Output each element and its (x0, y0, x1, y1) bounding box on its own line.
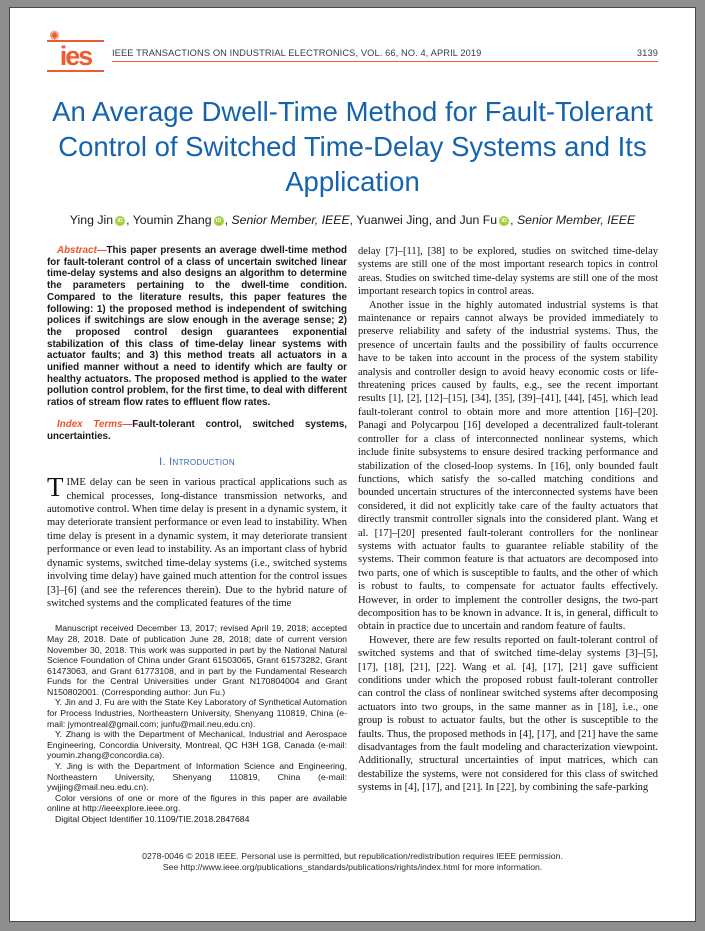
footnote-affiliation-jin-fu: Y. Jin and J. Fu are with the State Key Laboratory of Synthetical Automation for Process Industries, Northeastern University, Shenyang 110819, China (e-mail: jymontreal@gmail.com; junfu@mail.neu.edu.cn). (47, 697, 347, 729)
index-terms-text: Fault-tolerant control, switched systems, uncertainties. (47, 418, 347, 442)
abstract-text: This paper presents an average dwell-time method for fault-tolerant control of a class of uncertain switched linear time-delay systems and also designs an algorithm to determine the parameters pertaining to the dwell-time condition. Compared to the literature results, this paper features the following: 1) the proposed method is independent of switching polices if switchings are slow enough in the average sense; 2) the proposed control design guarantees exponential stabilization of this class of time-delay linear systems with actuator faults; and 3) this method treats all actuators in a unified manner without a need to identify which are faulty or healthy actuators. The proposed method is applied to the water pollution control problem, for the first time, to deal with different ratios of stream flow rates to effluent flow rates. (47, 245, 347, 409)
ies-logo (47, 28, 104, 72)
author-separator: , (510, 213, 517, 227)
body-paragraph-1: delay [7]–[11], [38] to be explored, studies on switched time-delay systems are still one of the most important research topics in control areas. Studies on switched time-delay systems are still one of the most important research topics in control areas. (358, 246, 658, 298)
footnote-manuscript: Manuscript received December 13, 2017; revised April 19, 2018; accepted May 28, 2018. Date of publication June 28, 2018; date of current version November 30, 2018. This work was supported in part by the National Natural Science Foundation of China under Grant 61503065, Grant 61573282, Grant 61473063, and Grant 61773108, and in part by the Fundamental Research Funds for the Central Universities under Grant N170804004 and Grant N150802001. (Corresponding author: Jun Fu.) (47, 623, 347, 697)
author-line (30, 213, 675, 227)
body-paragraph-3: However, there are few results reported on fault-tolerant control of switched systems and that of switched time-delay systems [3]–[5], [17], [18], [21], [22]. Wang et al. [4], [17], [21] gave sufficient conditions under which the proposed robust fault-tolerant controller can control the class of nonlinear switched systems after decomposing actuators into two groups, in the same manner as in [18], i.e., one group is robust to actuator faults, but the other is susceptible to the faults. Thus, the proposed methods in [4], [17], and [21] have the same disadvantages from the fault modeling and characterization viewpoint. Additionally, structural uncertainties of input matrices, which can destabilize the systems, were not considered for this class of switched systems in [4], [17], and [21]. In [22], by combining the safe-parking (358, 634, 658, 794)
author-yuanwei-jing: Yuanwei Jing (356, 213, 429, 227)
abstract-label: Abstract— (57, 245, 107, 256)
author-youmin-zhang: Youmin Zhang (132, 213, 212, 227)
author-ying-jin: Ying Jin (69, 213, 114, 227)
footer-line-2: See http://www.ieee.org/publications_standards/publications/rights/index.html for more information. (162, 862, 543, 873)
sunburst-icon: ✺ (49, 28, 60, 43)
author-separator: , (349, 213, 357, 227)
author-separator: , (126, 213, 133, 227)
right-column (358, 245, 658, 887)
section-heading-introduction: I. Introduction (159, 456, 235, 469)
abstract-paragraph (47, 245, 347, 409)
footnote-block (47, 623, 347, 824)
orcid-icon[interactable] (214, 216, 224, 226)
footnote-affiliation-jing: Y. Jing is with the Department of Information Science and Engineering, Northeastern University, Shenyang 110819, China (e-mail: ywjjing@mail.neu.edu.cn). (47, 761, 347, 793)
journal-header: IEEE TRANSACTIONS ON INDUSTRIAL ELECTRONICS, VOL. 66, NO. 4, APRIL 2019 (112, 48, 482, 58)
header-main (112, 38, 658, 62)
dropcap: T (47, 472, 64, 503)
footnote-doi: Digital Object Identifier 10.1109/TIE.2018.2847684 (55, 814, 250, 824)
author-jun-fu: Jun Fu (459, 213, 498, 227)
index-terms-paragraph (47, 419, 347, 442)
page-header (47, 28, 658, 72)
copyright-footer (10, 851, 695, 873)
author-role: Senior Member, IEEE (516, 213, 636, 227)
footnote-color-versions: Color versions of one or more of the figures in this paper are available online at http://ieeexplore.ieee.org. (47, 792, 347, 814)
header-rule (112, 61, 658, 62)
footer-line-1: 0278-0046 © 2018 IEEE. Personal use is permitted, but republication/redistribution requires IEEE permission. (142, 851, 563, 862)
author-role: Senior Member, IEEE (231, 213, 350, 227)
index-terms-label: Index Terms— (57, 418, 133, 430)
page-number: 3139 (636, 48, 658, 58)
intro-paragraph (47, 472, 347, 610)
left-column (47, 245, 347, 887)
intro-text: IME delay can be seen in various practical applications such as chemical processes, long-distance transmission networks, and automotive control. When time delay is present in a dynamic system, it may deteriorate transient performance or even lead to instability. When time delay is present in a dynamic system, it may deteriorate transient performance or even lead to instability. As an important class of hybrid dynamic systems, switched time-delay systems (i.e., switched systems involving time delay) have gained much attention for the control issues [3]–[6] (and see the references therein). Due to the hybrid nature of switched systems and the complicated features of the time (47, 477, 347, 609)
body-paragraph-2: Another issue in the highly automated industrial systems is that maintenance or repairs cannot always be provided immediately to preserve reliability and safety of the industrial systems. Thus, the presence of uncertain faults and the possibility of faults occurrence have to be taken into account in the process of the system stability analysis and controller design to avoid heavy economic costs or life-threatening prices caused by faults, e.g., see the recent important results [1], [2], [12]–[15], [34], [35], [39]–[41], [44], [45], which lead fault-tolerant control to obtain more and more attention [16]–[20]. Panagi and Polycarpou [16] developed a decentralized fault-tolerant controller for a class of interconnected nonlinear systems, which include finite subsystems to ensure desired tracking performance and stabilization of the closed-loop systems. In [16], only bounded fault functions, which satisfy the so-called matching conditions and bounded uncertain structures of the interconnected systems have been considered, it did not explicitly take care of the faulty actuators that directly transmit controller signals into the considered plant. Wang et al. [17]–[20] presented fault-tolerant controllers for the nonlinear systems with actuator faults to guarantee reliable stability of the systems. Their common feature is that actuators are decomposed into two parts, one of which is susceptible to faults, and the other of which is robust to faults, to compensate for actuator faults effectively. However, in order to implement the controller designs, the two-part decomposition has to be known in advance. It is, in general, difficult to obtain in practice due to uncertain and random feature of faults. (358, 299, 658, 633)
paper-page (9, 7, 696, 922)
orcid-icon[interactable] (499, 216, 509, 226)
author-separator: , and (428, 213, 460, 227)
orcid-icon[interactable] (115, 216, 125, 226)
two-column-body (47, 245, 658, 887)
author-separator: , (224, 213, 232, 227)
ies-logo-text: ies (59, 41, 92, 71)
paper-title: An Average Dwell-Time Method for Fault-Tolerant Control of Switched Time-Delay Systems and Its Application (52, 96, 653, 197)
footnote-affiliation-zhang: Y. Zhang is with the Department of Mechanical, Industrial and Aerospace Engineering, Concordia University, Montreal, QC H3H 1G8, Canada (e-mail: youmin.zhang@concordia.ca). (47, 729, 347, 761)
